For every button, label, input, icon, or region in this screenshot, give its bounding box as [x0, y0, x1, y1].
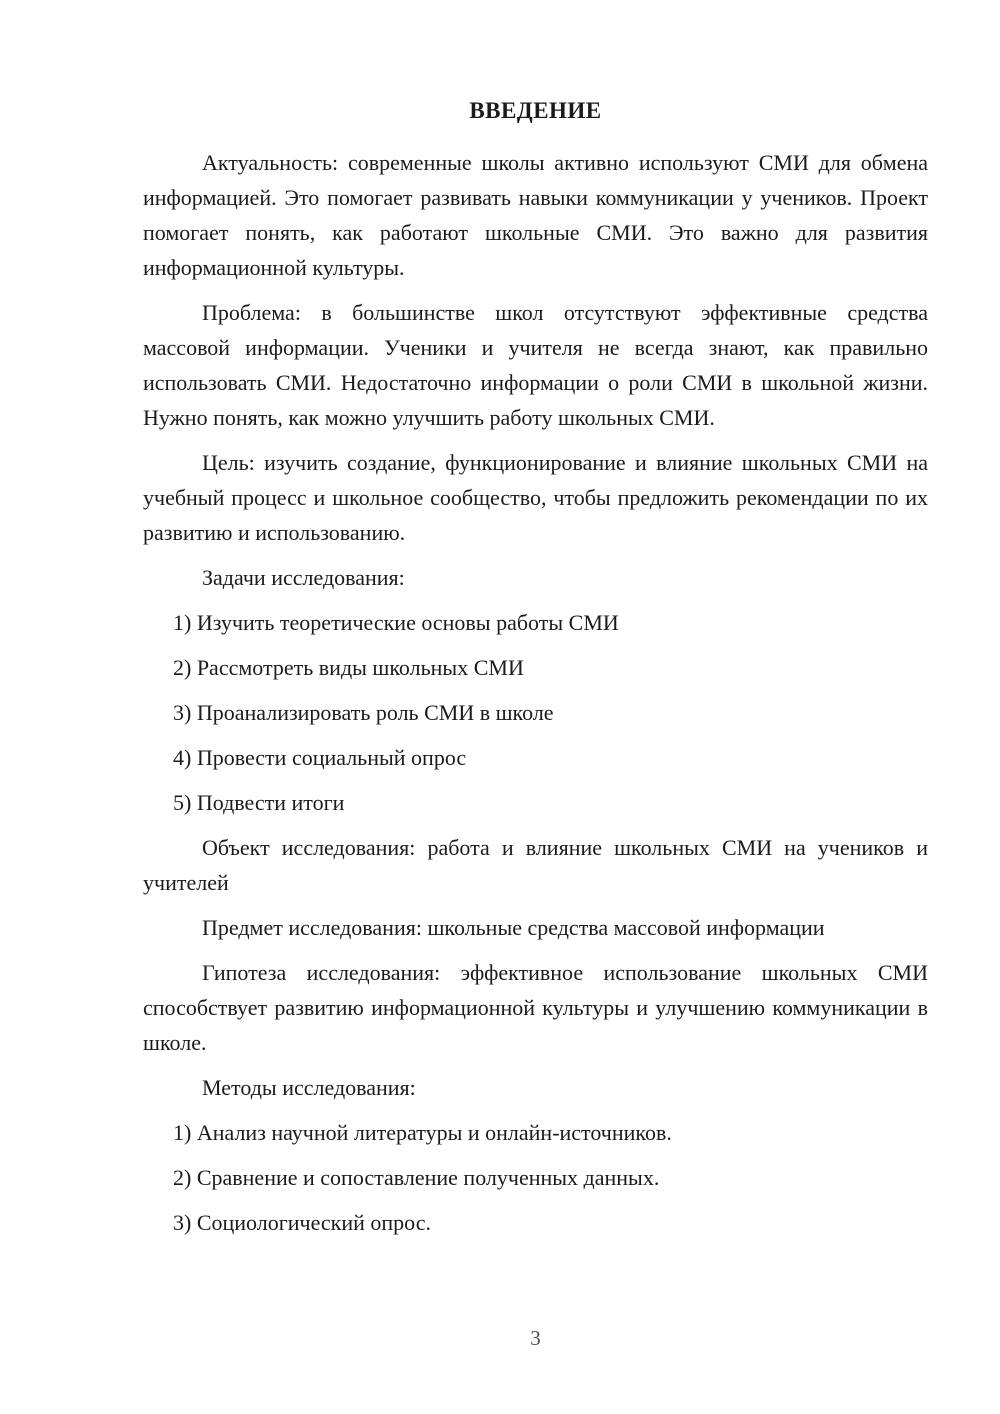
paragraph: Цель: изучить создание, функционирование и влияние школьных СМИ на учебный процесс и школьное сообщество, чтобы предложить рекомендации по их развитию и использованию.	[143, 450, 928, 545]
list-item: 2) Рассмотреть виды школьных СМИ	[173, 655, 524, 680]
list-item: 4) Провести социальный опрос	[173, 745, 467, 770]
paragraph: Задачи исследования:	[202, 565, 405, 590]
document-body	[143, 145, 928, 1240]
paragraph: Гипотеза исследования: эффективное использование школьных СМИ способствует развитию информационной культуры и улучшению коммуникации в школе.	[143, 960, 928, 1055]
paragraph: Методы исследования:	[202, 1075, 416, 1100]
list-item: 2) Сравнение и сопоставление полученных данных.	[173, 1165, 660, 1190]
list-item: 3) Социологический опрос.	[173, 1210, 431, 1235]
paragraph: Проблема: в большинстве школ отсутствуют эффективные средства массовой информации. Ученики и учителя не всегда знают, как правильно использовать СМИ. Недостаточно информации о роли СМИ в школьной жизни. Нужно понять, как можно улучшить работу школьных СМИ.	[143, 300, 928, 430]
page-title: ВВЕДЕНИЕ	[469, 98, 602, 123]
paragraph: Предмет исследования: школьные средства массовой информации	[202, 915, 825, 940]
list-item: 1) Изучить теоретические основы работы СМИ	[173, 610, 619, 635]
list-item: 5) Подвести итоги	[173, 790, 345, 815]
paragraph: Актуальность: современные школы активно используют СМИ для обмена информацией. Это помогает развивать навыки коммуникации у учеников. Проект помогает понять, как работают школьные СМИ. Это важно для развития информационной культуры.	[143, 150, 928, 280]
list-item: 3) Проанализировать роль СМИ в школе	[173, 700, 554, 725]
page-number: 3	[530, 1326, 541, 1350]
paragraph: Объект исследования: работа и влияние школьных СМИ на учеников и учителей	[143, 835, 928, 895]
list-item: 1) Анализ научной литературы и онлайн-источников.	[173, 1120, 672, 1145]
